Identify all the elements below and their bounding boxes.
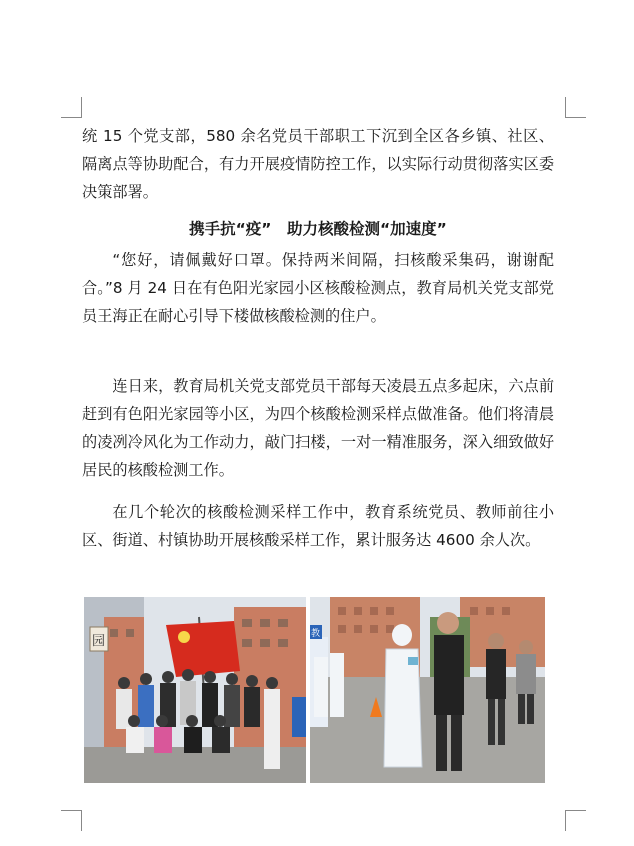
- sign-glyph-left: 园: [92, 634, 106, 649]
- crop-mark-bottom-left: [61, 810, 82, 831]
- crop-mark-bottom-right: [565, 810, 586, 831]
- paragraph-quote: “您好，请佩戴好口罩。保持两米间隔，扫核酸采集码，谢谢配合。”8 月 24 日在有色阳光家园小区核酸检测点，教育局机关党支部党员王海正在耐心引导下楼做核酸检测的住户。: [82, 251, 554, 325]
- paragraph-continuation: 统 15 个党支部，580 余名党员干部职工下沉到全区各乡镇、社区、隔离点等协助配合，有力开展疫情防控工作，以实际行动贯彻落实区委决策部署。: [82, 127, 554, 201]
- paragraph-summary: 在几个轮次的核酸检测采样工作中，教育系统党员、教师前往小区、街道、村镇协助开展核酸采样工作，累计服务达 4600 余人次。: [82, 503, 554, 549]
- testing-site-photo: [310, 597, 545, 783]
- ppe-worker: [384, 649, 422, 767]
- group-photo-with-flag: [84, 597, 306, 783]
- party-flag: [166, 621, 240, 677]
- paragraph-daily-work: 连日来，教育局机关党支部党员干部每天凌晨五点多起床，六点前赶到有色阳光家园等小区，为四个核酸检测采样点做准备。他们将清晨的凌冽冷风化为工作动力，敲门扫楼，一对一精准服务，深入细致做好居民的核酸检测工作。: [82, 377, 554, 479]
- crop-mark-top-left: [61, 97, 82, 118]
- crop-mark-top-right: [565, 97, 586, 118]
- section-heading: 携手抗“疫” 助力核酸检测“加速度”: [189, 220, 447, 238]
- sign-glyph-right: 教: [311, 629, 321, 639]
